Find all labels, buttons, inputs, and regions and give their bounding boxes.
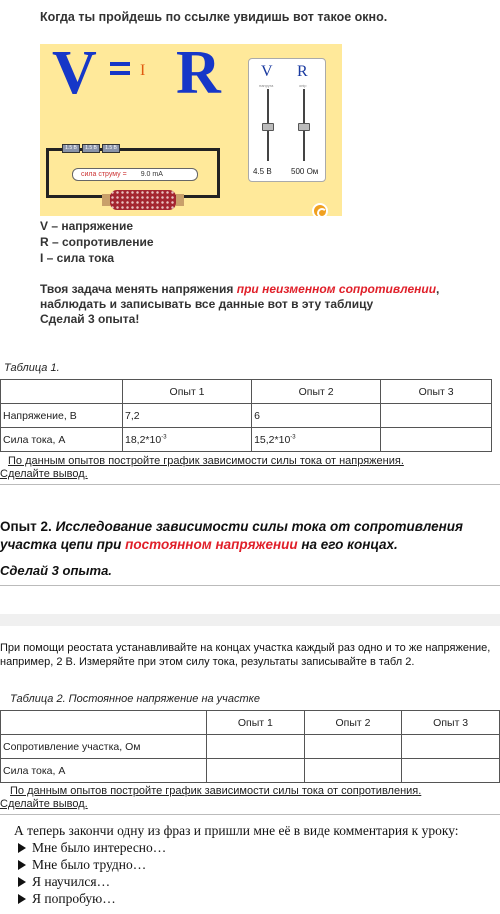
resistance-slider-handle[interactable] — [298, 123, 310, 131]
table-cell[interactable] — [304, 759, 402, 783]
cell-exponent: -3 — [161, 434, 167, 440]
table-row — [1, 380, 492, 404]
table-header: Опыт 3 — [402, 711, 500, 735]
formula-r: R — [176, 44, 221, 107]
formula-v: V — [52, 44, 97, 107]
battery-cell-1: 1.5 В — [62, 144, 80, 153]
table-cell[interactable] — [381, 404, 492, 428]
table2-note-conclusion: Сделайте вывод. — [0, 798, 88, 810]
cell-value: 15,2*10 — [254, 433, 291, 446]
list-item — [14, 856, 459, 873]
divider — [0, 585, 500, 586]
task-line2: Сделай 3 опыта! — [40, 312, 140, 326]
table-row — [1, 404, 492, 428]
row-label: Сопротивление участка, Ом — [1, 735, 207, 759]
table-cell[interactable] — [402, 759, 500, 783]
table-2 — [0, 710, 500, 783]
table-cell[interactable]: 7,2 — [123, 404, 252, 428]
resistor-end-left — [102, 194, 110, 206]
table-cell[interactable] — [381, 428, 492, 452]
arrow-bullet-icon — [18, 860, 26, 870]
table-1 — [0, 379, 492, 452]
simulation-window — [40, 44, 342, 216]
task-part2: , наблюдать и записывать все данные вот в эту таблицу — [40, 282, 440, 311]
table-cell[interactable] — [207, 735, 305, 759]
table-header: Опыт 1 — [207, 711, 305, 735]
phrase-list — [14, 839, 459, 907]
list-item-text: Я научился… — [32, 874, 111, 889]
cell-exponent: -3 — [290, 434, 296, 440]
table1-caption: Таблица 1. — [4, 362, 60, 374]
list-item — [14, 839, 459, 856]
reset-icon[interactable] — [312, 203, 328, 216]
intro-text: Когда ты пройдешь по ссылке увидишь вот такое окно. — [40, 10, 388, 24]
experiment2-heading — [0, 518, 500, 554]
table-cell[interactable] — [304, 735, 402, 759]
table2-note: По данным опытов постройте график зависимости силы тока от сопротивления. — [10, 785, 422, 797]
arrow-bullet-icon — [18, 877, 26, 887]
experiment2-title-end: на его концах. — [297, 537, 398, 552]
closing-lead: А теперь закончи одну из фраз и пришли мне её в виде комментария к уроку: — [14, 823, 459, 838]
divider — [0, 484, 500, 485]
legend-voltage: V – напряжение — [40, 219, 134, 233]
slider-r-sublabel: опір — [299, 83, 307, 88]
experiment2-prefix: Опыт 2. — [0, 519, 52, 534]
row-label: Напряжение, В — [1, 404, 123, 428]
table-cell[interactable] — [402, 735, 500, 759]
resistor-end-right — [176, 194, 184, 206]
ammeter-label: сила струму = — [81, 171, 127, 178]
ammeter-value: 9.0 mA — [140, 171, 163, 178]
formula-i: I — [140, 62, 146, 79]
table-row — [1, 428, 492, 452]
page-gap — [0, 614, 500, 626]
task-highlight: при неизменном сопротивлении — [236, 282, 437, 296]
list-item-text: Мне было интересно… — [32, 840, 167, 855]
closing-section — [14, 822, 459, 907]
table-row — [1, 759, 500, 783]
task-text — [40, 282, 490, 327]
table-cell[interactable]: 6 — [252, 404, 381, 428]
ammeter-readout — [72, 168, 198, 181]
resistor-image — [110, 190, 176, 210]
legend — [40, 218, 154, 266]
experiment2-title: Исследование зависимости силы тока от сопротивления участка цепи при — [0, 519, 463, 552]
experiment2-subtitle: Сделай 3 опыта. — [0, 563, 112, 578]
task-part1: Твоя задача менять напряжения — [40, 282, 237, 296]
battery-cell-2: 1.5 В — [82, 144, 100, 153]
voltage-value: 4.5 В — [253, 167, 272, 176]
slider-panel — [248, 58, 326, 182]
list-item-text: Мне было трудно… — [32, 857, 147, 872]
table1-note: По данным опытов постройте график зависимости силы тока от напряжения. — [8, 455, 404, 467]
resistance-value: 500 Ом — [291, 167, 319, 176]
row-label: Сила тока, А — [1, 428, 123, 452]
table-cell — [1, 380, 123, 404]
table-header: Опыт 2 — [304, 711, 402, 735]
voltage-slider-handle[interactable] — [262, 123, 274, 131]
table1-note-conclusion: Сделайте вывод. — [0, 468, 88, 480]
instruction-paragraph: При помощи реостата устанавливайте на концах участка каждый раз одно и то же напряжение, например, 2 В. Измеряйте при этом силу тока, результаты записывайте в табл 2. — [0, 642, 491, 668]
legend-resistance: R – сопротивление — [40, 235, 154, 249]
equals-sign-icon — [110, 62, 130, 76]
table-cell[interactable] — [123, 428, 252, 452]
list-item-text: Я попробую… — [32, 891, 116, 906]
list-item — [14, 873, 459, 890]
divider — [0, 814, 500, 815]
slider-v-sublabel: напруга — [259, 83, 274, 88]
table-row — [1, 735, 500, 759]
table-cell — [1, 711, 207, 735]
slider-r-letter: R — [297, 63, 308, 80]
row-label: Сила тока, А — [1, 759, 207, 783]
table-row — [1, 711, 500, 735]
slider-v-letter: V — [261, 63, 273, 80]
list-item — [14, 890, 459, 907]
cell-value: 18,2*10 — [125, 433, 162, 446]
table-cell[interactable] — [252, 428, 381, 452]
table2-caption: Таблица 2. Постоянное напряжение на участке — [10, 693, 260, 705]
arrow-bullet-icon — [18, 894, 26, 904]
arrow-bullet-icon — [18, 843, 26, 853]
table-cell[interactable] — [207, 759, 305, 783]
table-header: Опыт 1 — [123, 380, 252, 404]
battery-cell-3: 1.5 В — [102, 144, 120, 153]
experiment2-highlight: постоянном напряжении — [125, 537, 298, 552]
table-header: Опыт 3 — [381, 380, 492, 404]
legend-current: I – сила тока — [40, 251, 115, 265]
table-header: Опыт 2 — [252, 380, 381, 404]
